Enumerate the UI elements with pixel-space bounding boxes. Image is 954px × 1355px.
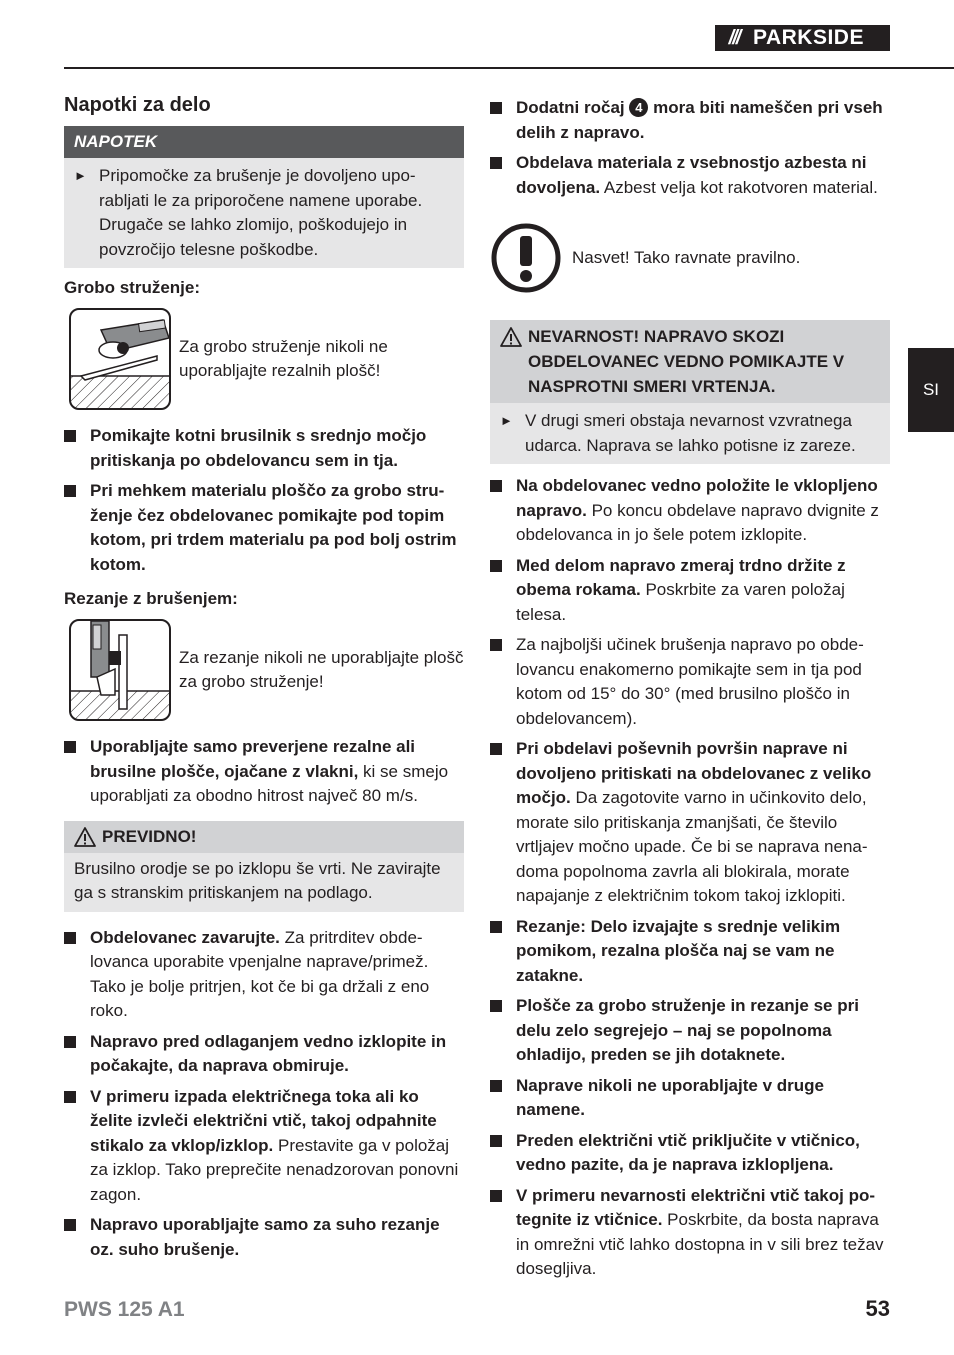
list-item: [490, 633, 890, 731]
square-bullet-icon: [490, 1074, 516, 1123]
note-text: Pripomočke za brušenje je dovoljeno upo-rabljati le za priporočene namene uporabe. Drugače se lahko zlomijo, poškodujejo in povzročijo telesne poškodbe.: [99, 166, 423, 259]
square-bullet-icon: [64, 735, 90, 809]
roughing-warning-text: Za grobo struženje nikoli ne uporabljajte rezalnih plošč!: [179, 336, 388, 380]
bullet-text: Prestavite ga v položaj za izklop. Tako preprečite nenadzorovan ponovni zagon.: [90, 1135, 459, 1204]
bullet-text: Da zagotovite varno in učinkovito delo, morate silo pritiskanja zmanjšati, če število vrtljajev močno upade. Če bi se naprava nena-doma popolnoma zavrla ali blokirala, morate napajanje z električnim tokom takoj izklopiti.: [516, 788, 868, 905]
bullet-bold-text: Uporabljajte samo preverjene rezalne ali brusilne plošče, ojačane z vlakni,: [90, 737, 416, 781]
arrow-bullet-icon: ►: [500, 413, 513, 428]
list-item: [64, 424, 464, 473]
caution-body: [64, 853, 464, 912]
bullet-text: Azbest velja kot rakotvoren material.: [600, 177, 878, 197]
roughing-illustration-row: [69, 308, 464, 410]
list-item: [64, 1030, 464, 1079]
square-bullet-icon: [490, 554, 516, 628]
list-item: [64, 926, 464, 1024]
list-item: [490, 474, 890, 548]
square-bullet-icon: [64, 479, 90, 577]
arrow-bullet-icon: ►: [74, 168, 87, 183]
list-item: [490, 1129, 890, 1178]
list-item: [490, 151, 890, 200]
warning-triangle-icon: [500, 327, 522, 347]
danger-text: V drugi smeri obstaja nevarnost vzvratnega udarca. Naprava se lahko potisne iz zareze.: [525, 411, 856, 455]
grinder-roughing-illustration-icon: [69, 308, 171, 410]
logo-slashes: ///: [728, 26, 740, 49]
list-item: [490, 737, 890, 909]
page-number: 53: [865, 1296, 890, 1321]
note-box: [64, 126, 464, 268]
right-column: [490, 96, 890, 1288]
grinder-cutting-illustration-icon: [69, 619, 171, 721]
cutting-illustration-row: [69, 619, 464, 721]
part-number-badge: 4: [629, 98, 648, 117]
caution-heading-text: PREVIDNO!: [102, 826, 197, 846]
square-bullet-icon: [490, 96, 516, 145]
caution-text: Brusilno orodje se po izklopu še vrti. Ne zavirajte ga s stranskim pritiskanjem na podlago.: [74, 858, 441, 902]
square-bullet-icon: [490, 151, 516, 200]
roughing-title: Grobo struženje:: [64, 278, 201, 297]
footer-model: PWS 125 A1: [64, 1298, 185, 1321]
header-rule: [64, 67, 954, 69]
note-heading: NAPOTEK: [64, 126, 464, 158]
bullet-text: Za najboljši učinek brušenja napravo po obde-lovancu enakomerno pomikajte sem in tja pod kotom od 15° do 30° (med brusilno ploščo in obdelovancem).: [516, 635, 864, 728]
danger-box: [490, 320, 890, 464]
bullet-bold-text: Napravo uporabljajte samo za suho rezanje oz. suho brušenje.: [90, 1215, 440, 1259]
bullet-bold-text: Med delom napravo zmeraj trdno držite z obema rokama.: [516, 555, 846, 599]
bullet-bold-text: Plošče za grobo struženje in rezanje se pri delu zelo segrejejo – naj se popolnoma ohladijo, preden se jih dotaknete.: [516, 996, 859, 1064]
exclamation-circle-icon: [490, 222, 562, 294]
list-item: [64, 479, 464, 577]
square-bullet-icon: [490, 737, 516, 909]
bullet-bold-text: V primeru nevarnosti električni vtič takoj po-tegnite iz vtičnice.: [516, 1185, 875, 1229]
logo-wordmark: PARKSIDE: [753, 26, 864, 49]
bullet-bold-text: Na obdelovanec vedno položite le vklopljeno napravo.: [516, 476, 878, 520]
danger-item: [490, 403, 890, 464]
section-title: Napotki za delo: [64, 94, 211, 116]
cutting-warning-text: Za rezanje nikoli ne uporabljajte plošč za grobo struženje!: [179, 647, 464, 691]
bullet-bold-text: Pomikajte kotni brusilnik s srednjo močjo pritiskanja po obdelovancu sem in tja.: [90, 426, 427, 470]
bullet-text: Poskrbite za varen položaj telesa.: [516, 580, 845, 624]
left-column: [64, 92, 464, 1268]
list-item: [490, 96, 890, 145]
bullet-bold-text: Napravo pred odlaganjem vedno izklopite in počakajte, da naprava obmiruje.: [90, 1031, 447, 1075]
caution-box: [64, 821, 464, 912]
danger-heading: [490, 320, 890, 403]
list-item: [64, 1085, 464, 1208]
bullet-text: Poskrbite, da bosta naprava in omrežni vtič lahko dostopna in v sili brez težav dosegljiva.: [516, 1210, 884, 1278]
square-bullet-icon: [64, 1030, 90, 1079]
danger-heading-text: NEVARNOST! NAPRAVO SKOZI OBDELOVANEC VEDNO POMIKAJTE V NASPROTNI SMERI VRTENJA.: [528, 327, 845, 396]
square-bullet-icon: [490, 1184, 516, 1282]
parkside-logo: [715, 25, 890, 51]
warning-triangle-icon: [74, 827, 96, 847]
square-bullet-icon: [490, 1129, 516, 1178]
list-item: [490, 915, 890, 989]
bullet-text: ki se smejo uporabljati za obodno hitrost največ 80 m/s.: [90, 761, 449, 805]
note-item: [64, 158, 464, 268]
list-item: [64, 1213, 464, 1262]
bullet-bold-text: Naprave nikoli ne uporabljajte v druge namene.: [516, 1075, 824, 1119]
tip-row: [490, 222, 890, 294]
bullet-bold-text: Preden električni vtič priključite v vtičnico, vedno pazite, da je naprava izklopljena.: [516, 1130, 860, 1174]
square-bullet-icon: [490, 915, 516, 989]
bullet-text: Za pritrditev obde-lovanca uporabite vpenjalne naprave/primež. Tako je bolje pritrjen, kot če bi ga držali z eno roko.: [90, 927, 430, 1020]
bullet-bold-text: Rezanje: Delo izvajajte s srednje velikim pomikom, rezalna plošča naj se vam ne zatakne.: [516, 916, 841, 985]
bullet-bold-text: mora biti nameščen pri vseh delih z napravo.: [516, 98, 883, 142]
language-tab: SI: [908, 348, 954, 432]
caution-heading: [64, 821, 464, 853]
list-item: [490, 1184, 890, 1282]
cutting-title: Rezanje z brušenjem:: [64, 589, 238, 608]
bullet-bold-text: Obdelava materiala z vsebnostjo azbesta ni dovoljena.: [516, 153, 867, 197]
square-bullet-icon: [64, 1085, 90, 1208]
list-item: [64, 735, 464, 809]
tip-text: Nasvet! Tako ravnate pravilno.: [572, 247, 801, 267]
bullet-bold-text: Pri mehkem materialu ploščo za grobo stru-ženje čez obdelovanec pomikajte pod topim kotom, pri trdem materialu pa pod bolj ostrim kotom.: [90, 481, 457, 574]
list-item: [490, 994, 890, 1068]
square-bullet-icon: [64, 424, 90, 473]
bullet-text: Po koncu obdelave napravo dvignite z obdelovanca in jo šele potem izklopite.: [516, 500, 879, 544]
list-item: [490, 1074, 890, 1123]
bullet-bold-text: V primeru izpada električnega toka ali ko želite izvleči električni vtič, takoj odpahnite stikalo za vklop/izklop.: [90, 1086, 437, 1155]
square-bullet-icon: [64, 1213, 90, 1262]
bullet-bold-text: Pri obdelavi poševnih površin naprave ni dovoljeno pritiskati na obdelovanec z veliko močjo.: [516, 739, 872, 807]
square-bullet-icon: [490, 994, 516, 1068]
bullet-bold-text: Dodatni ročaj: [516, 98, 630, 117]
square-bullet-icon: [490, 474, 516, 548]
list-item: [490, 554, 890, 628]
bullet-bold-text: Obdelovanec zavarujte.: [90, 927, 280, 947]
square-bullet-icon: [490, 633, 516, 731]
square-bullet-icon: [64, 926, 90, 1024]
